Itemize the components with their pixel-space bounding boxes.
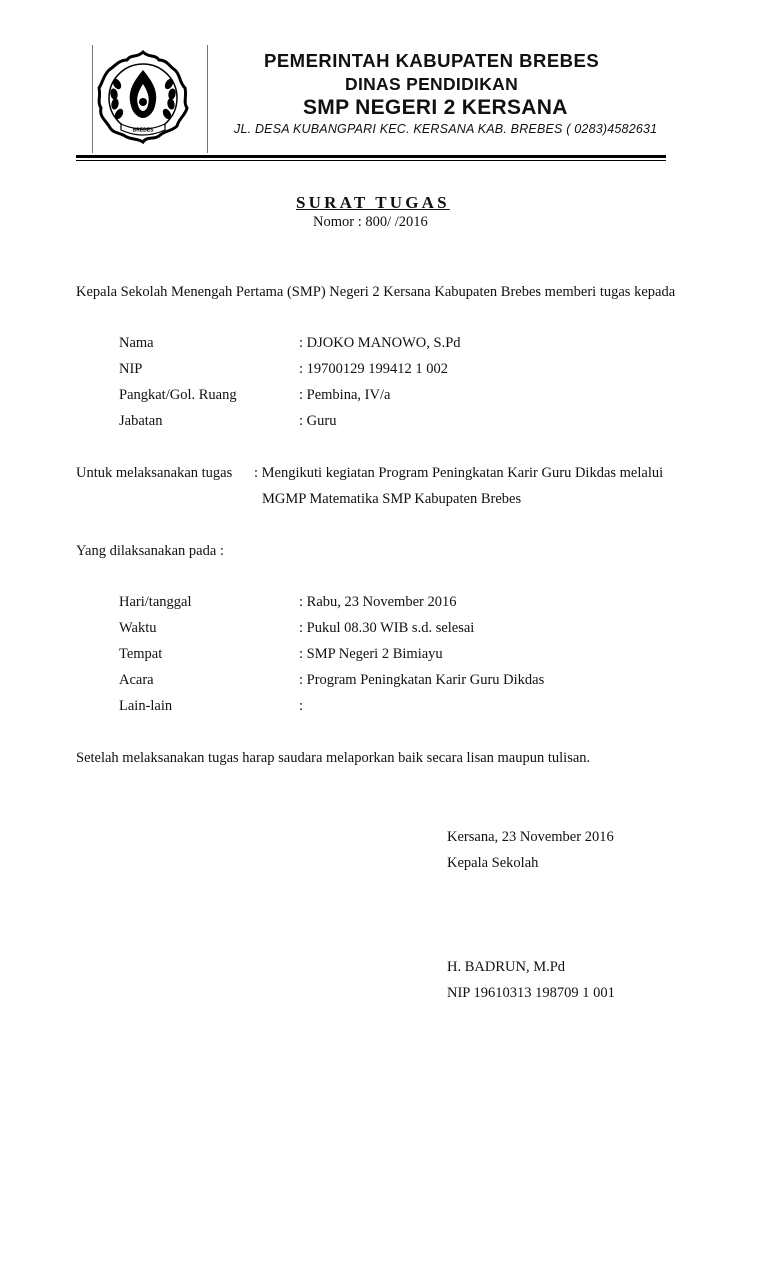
person-label-position: Jabatan xyxy=(119,413,163,429)
closing-paragraph: Setelah melaksanakan tugas harap saudara melaporkan baik secara lisan maupun tulisan. xyxy=(76,750,591,766)
place-date: Kersana, 23 November 2016 xyxy=(447,829,614,845)
letter-title: SURAT TUGAS xyxy=(296,193,450,212)
purpose-line-1: : Mengikuti kegiatan Program Peningkatan Karir Guru Dikdas melalui xyxy=(254,465,664,481)
schedule-value-other: : xyxy=(299,698,304,714)
brebes-regency-logo xyxy=(95,48,191,148)
letter-number: Nomor : 800/ /2016 xyxy=(313,214,428,230)
person-value-position: : Guru xyxy=(299,413,337,429)
schedule-intro: Yang dilaksanakan pada : xyxy=(76,543,224,559)
signer-nip: NIP 19610313 198709 1 001 xyxy=(447,985,615,1001)
intro-paragraph: Kepala Sekolah Menengah Pertama (SMP) Negeri 2 Kersana Kabupaten Brebes memberi tugas kepada xyxy=(76,284,676,300)
purpose-label: Untuk melaksanakan tugas xyxy=(76,465,233,481)
person-value-nip: : 19700129 199412 1 002 xyxy=(299,361,449,377)
schedule-value-time: : Pukul 08.30 WIB s.d. selesai xyxy=(299,620,475,636)
person-value-name: : DJOKO MANOWO, S.Pd xyxy=(299,335,461,351)
purpose-line-2: MGMP Matematika SMP Kabupaten Brebes xyxy=(262,491,522,507)
person-label-name: Nama xyxy=(119,335,154,351)
schedule-label-place: Tempat xyxy=(119,646,163,662)
signer-title: Kepala Sekolah xyxy=(447,855,539,871)
header-address: JL. DESA KUBANGPARI KEC. KERSANA KAB. BREBES ( 0283)4582631 xyxy=(234,122,658,136)
person-value-rank: : Pembina, IV/a xyxy=(299,387,391,403)
header-government: PEMERINTAH KABUPATEN BREBES xyxy=(264,50,600,71)
schedule-value-place: : SMP Negeri 2 Bimiayu xyxy=(299,646,443,662)
header-school-name: SMP NEGERI 2 KERSANA xyxy=(303,96,568,119)
letterhead-divider-thin xyxy=(76,160,666,161)
schedule-label-date: Hari/tanggal xyxy=(119,594,192,610)
signer-name: H. BADRUN, M.Pd xyxy=(447,959,566,975)
schedule-value-event: : Program Peningkatan Karir Guru Dikdas xyxy=(299,672,545,688)
person-label-rank: Pangkat/Gol. Ruang xyxy=(119,387,237,403)
schedule-label-event: Acara xyxy=(119,672,154,688)
schedule-value-date: : Rabu, 23 November 2016 xyxy=(299,594,457,610)
letterhead-divider-thick xyxy=(76,155,666,158)
logo-text: BREBES xyxy=(132,127,154,134)
header-department: DINAS PENDIDIKAN xyxy=(345,74,519,94)
schedule-label-time: Waktu xyxy=(119,620,157,636)
schedule-label-other: Lain-lain xyxy=(119,698,173,714)
person-label-nip: NIP xyxy=(119,361,143,377)
